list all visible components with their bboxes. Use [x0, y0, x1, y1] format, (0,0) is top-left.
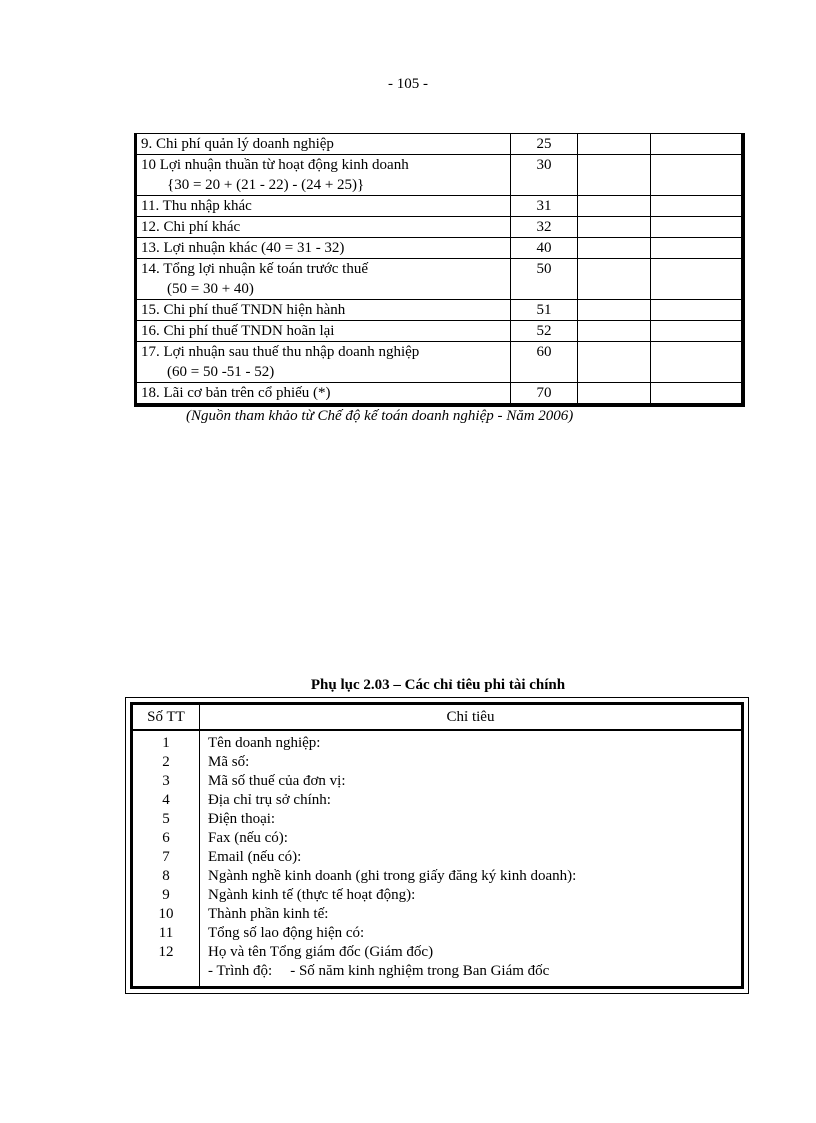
- page-number: - 105 -: [388, 76, 428, 92]
- indicator-code: 50: [511, 259, 578, 300]
- row-number: 10: [158, 906, 174, 922]
- indicator-name: 14. Tổng lợi nhuận kế toán trước thuế (50 = 30 + 40): [137, 259, 511, 300]
- indicator-code: 51: [511, 300, 578, 321]
- row-number: 1: [162, 735, 170, 751]
- empty-cell: [651, 155, 742, 196]
- empty-cell: [651, 300, 742, 321]
- indicator-text: Họ và tên Tổng giám đốc (Giám đốc): [208, 944, 434, 960]
- empty-cell: [578, 155, 651, 196]
- row-number: 3: [162, 773, 170, 789]
- table-row: [137, 383, 742, 404]
- row-number: 11: [158, 925, 174, 941]
- indicator-text: Email (nếu có):: [208, 849, 302, 865]
- indicator-column: [200, 731, 741, 989]
- financial-indicators-table: [136, 133, 742, 404]
- empty-cell: [578, 196, 651, 217]
- empty-cell: [578, 134, 651, 155]
- table-row: [137, 321, 742, 342]
- indicator-name: 9. Chi phí quản lý doanh nghiệp: [137, 134, 511, 155]
- indicator-text: Ngành kinh tế (thực tế hoạt động):: [208, 887, 416, 903]
- indicator-name: 17. Lợi nhuận sau thuế thu nhập doanh nghiệp (60 = 50 -51 - 52): [137, 342, 511, 383]
- table-row: [137, 217, 742, 238]
- indicator-text: Fax (nếu có):: [208, 830, 288, 846]
- indicator-name: 12. Chi phí khác: [137, 217, 511, 238]
- director-details: [208, 962, 741, 981]
- empty-cell: [578, 300, 651, 321]
- row-number: 4: [162, 792, 170, 808]
- table-body: [133, 731, 741, 989]
- indicator-text: Địa chỉ trụ sở chính:: [208, 792, 331, 808]
- indicator-name: 18. Lãi cơ bản trên cổ phiếu (*): [137, 383, 511, 404]
- indicator-name: 10 Lợi nhuận thuần từ hoạt động kinh doanh {30 = 20 + (21 - 22) - (24 + 25)}: [137, 155, 511, 196]
- indicator-text: Ngành nghề kinh doanh (ghi trong giấy đăng ký kinh doanh):: [208, 868, 577, 884]
- empty-cell: [651, 342, 742, 383]
- empty-cell: [651, 321, 742, 342]
- empty-cell: [578, 342, 651, 383]
- indicator-text: Thành phần kinh tế:: [208, 906, 329, 922]
- indicator-name: 11. Thu nhập khác: [137, 196, 511, 217]
- indicator-text: Mã số:: [208, 754, 250, 770]
- indicator-code: 32: [511, 217, 578, 238]
- table-row: [137, 238, 742, 259]
- row-number: 12: [158, 944, 174, 960]
- empty-cell: [651, 134, 742, 155]
- empty-cell: [578, 238, 651, 259]
- indicator-code: 31: [511, 196, 578, 217]
- indicator-text: Tổng số lao động hiện có:: [208, 925, 365, 941]
- table-inner-frame: [130, 702, 744, 989]
- indicator-code: 52: [511, 321, 578, 342]
- table-row: [137, 134, 742, 155]
- experience-label: - Số năm kinh nghiệm trong Ban Giám đốc: [290, 963, 550, 979]
- empty-cell: [651, 217, 742, 238]
- row-number: 7: [162, 849, 170, 865]
- empty-cell: [651, 238, 742, 259]
- indicator-code: 70: [511, 383, 578, 404]
- education-label: - Trình độ:: [208, 963, 273, 979]
- header-indicator: Chỉ tiêu: [446, 709, 495, 725]
- table-row: [137, 259, 742, 300]
- source-note: (Nguồn tham khảo từ Chế độ kế toán doanh nghiệp - Năm 2006): [186, 408, 574, 424]
- indicator-code: 40: [511, 238, 578, 259]
- table-row: [137, 342, 742, 383]
- indicator-name: 16. Chi phí thuế TNDN hoãn lại: [137, 321, 511, 342]
- empty-cell: [651, 383, 742, 404]
- empty-cell: [578, 259, 651, 300]
- indicator-code: 25: [511, 134, 578, 155]
- indicator-code: 30: [511, 155, 578, 196]
- indicator-text: Mã số thuế của đơn vị:: [208, 773, 346, 789]
- empty-cell: [651, 259, 742, 300]
- indicator-text: Tên doanh nghiệp:: [208, 735, 321, 751]
- row-number: 6: [162, 830, 170, 846]
- table-row: [137, 300, 742, 321]
- stt-column: [133, 731, 200, 989]
- table-row: [137, 196, 742, 217]
- appendix-title: Phụ lục 2.03 – Các chỉ tiêu phi tài chính: [310, 677, 566, 693]
- indicator-name: 13. Lợi nhuận khác (40 = 31 - 32): [137, 238, 511, 259]
- empty-cell: [578, 217, 651, 238]
- indicator-name: 15. Chi phí thuế TNDN hiện hành: [137, 300, 511, 321]
- row-number: 8: [162, 868, 170, 884]
- header-stt: Số TT: [133, 705, 200, 729]
- row-number: 5: [162, 811, 170, 827]
- empty-cell: [578, 383, 651, 404]
- empty-cell: [651, 196, 742, 217]
- indicator-code: 60: [511, 342, 578, 383]
- empty-cell: [578, 321, 651, 342]
- table-header: [133, 705, 741, 731]
- row-number: 2: [162, 754, 170, 770]
- table-row: [137, 155, 742, 196]
- non-financial-indicators-table: [125, 697, 749, 994]
- indicator-text: Điện thoại:: [208, 811, 276, 827]
- row-number: 9: [162, 887, 170, 903]
- financial-indicators-table-container: [134, 133, 745, 407]
